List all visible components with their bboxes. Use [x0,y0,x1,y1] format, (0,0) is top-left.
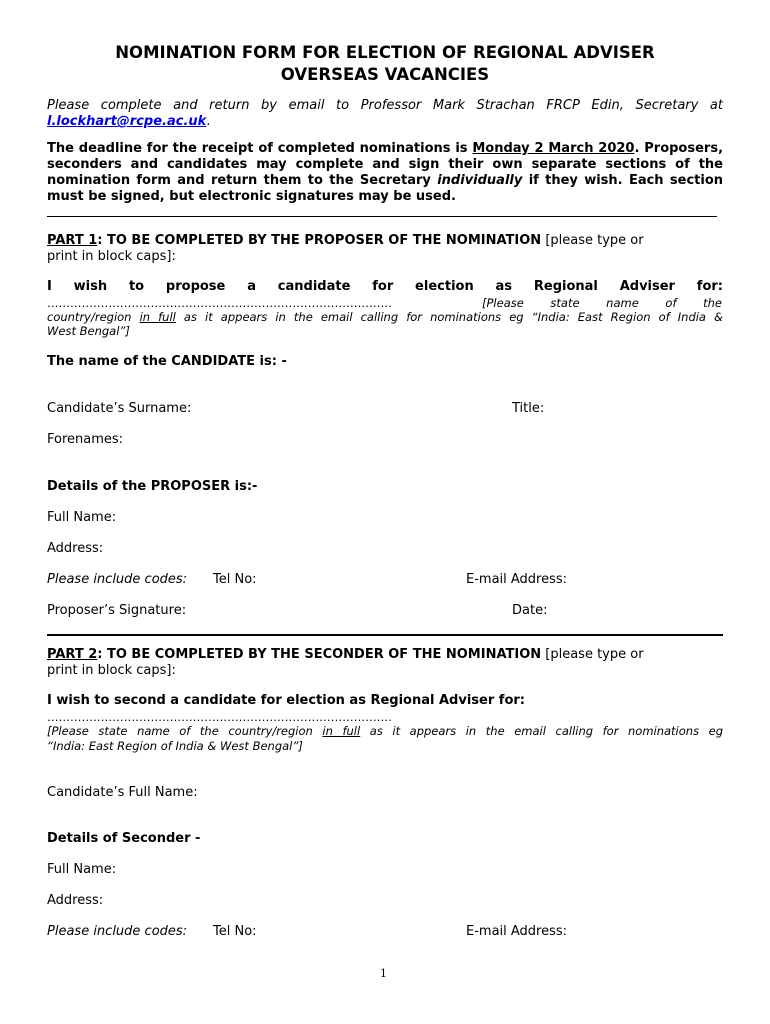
part1-instruction-e: West Bengal”] [47,324,130,338]
proposer-signature-label: Proposer’s Signature: [47,603,187,618]
proposer-heading: Details of the PROPOSER is:- [47,479,258,494]
intro-email-period: . [206,114,211,129]
second-line: I wish to second a candidate for election as Regional Adviser for: [47,693,525,708]
form-title-line-2: OVERSEAS VACANCIES [280,65,490,84]
part2-label: PART 2 [47,647,98,662]
part1-label: PART 1 [47,233,98,248]
intro-text: Please complete and return by email to Professor Mark Strachan FRCP Edin, Secretary at [47,98,723,113]
part2-note-2: print in block caps]: [47,663,176,678]
form-title-line-1: NOMINATION FORM FOR ELECTION OF REGIONAL ADVISER [115,43,655,62]
proposer-tel-label: Tel No: [213,572,257,587]
part1-note-1: [please type or [545,233,644,248]
section-divider-thin [47,216,717,217]
intro-email-line [47,114,210,130]
part2-instruction-d: “India: East Region of India & West Bengal”] [47,739,303,753]
candidate-fullname-label: Candidate’s Full Name: [47,785,198,800]
part1-instruction-a: [Please state name of the [482,296,722,310]
candidate-surname-label: Candidate’s Surname: [47,401,192,416]
proposer-fullname-label: Full Name: [47,510,117,525]
proposer-email-label: E-mail Address: [466,572,568,587]
part2-instruction-a: [Please state name of the country/region [47,724,313,738]
page-number: 1 [380,967,387,980]
deadline-individually: individually [437,173,523,188]
seconder-fullname-label: Full Name: [47,862,117,877]
proposer-address-label: Address: [47,541,104,556]
seconder-email-label: E-mail Address: [466,924,568,939]
part1-country-blank[interactable]: ……………………………………………………………………………… [47,296,392,310]
part1-instruction-line [47,310,723,324]
part2-heading [47,647,644,663]
deadline-paragraph [47,141,723,205]
part1-instruction-d: as it appears in the email calling for nominations eg “India: East Region of India & [183,310,724,324]
part2-country-blank[interactable]: ……………………………………………………………………………… [47,710,392,724]
seconder-heading: Details of Seconder - [47,831,201,846]
proposer-date-label: Date: [512,603,548,618]
part2-instruction-in-full: in full [322,724,361,738]
deadline-text-2: . Proposers, seconders and candidates may complete and sign their own separate sections of the nomination form and return them to the Secretary [47,141,724,188]
secretary-email-link[interactable]: l.lockhart@rcpe.ac.uk [47,114,207,129]
part1-heading-text: : TO BE COMPLETED BY THE PROPOSER OF THE NOMINATION [97,233,542,248]
part1-instruction-b: country/region [47,310,132,324]
deadline-text: The deadline for the receipt of completed nominations is [47,141,468,156]
candidate-heading: The name of the CANDIDATE is: - [47,354,287,369]
candidate-title-label: Title: [512,401,545,416]
part2-instruction-line [47,724,723,738]
propose-line: I wish to propose a candidate for election as Regional Adviser for: [47,279,723,294]
seconder-codes-label: Please include codes: [47,924,188,939]
seconder-address-label: Address: [47,893,104,908]
part1-heading [47,233,644,249]
part2-instruction-c: as it appears in the email calling for nominations eg [369,724,724,738]
part2-heading-text: : TO BE COMPLETED BY THE SECONDER OF THE NOMINATION [97,647,542,662]
deadline-text-3: if they wish. Each section must be signed, but electronic signatures may be used. [47,173,724,204]
part2-note-1: [please type or [545,647,644,662]
part1-note-2: print in block caps]: [47,249,176,264]
proposer-codes-label: Please include codes: [47,572,188,587]
section-divider-thick [47,634,723,636]
deadline-date: Monday 2 March 2020 [472,141,635,156]
part1-instruction-in-full: in full [139,310,176,324]
seconder-tel-label: Tel No: [213,924,257,939]
candidate-forenames-label: Forenames: [47,432,124,447]
